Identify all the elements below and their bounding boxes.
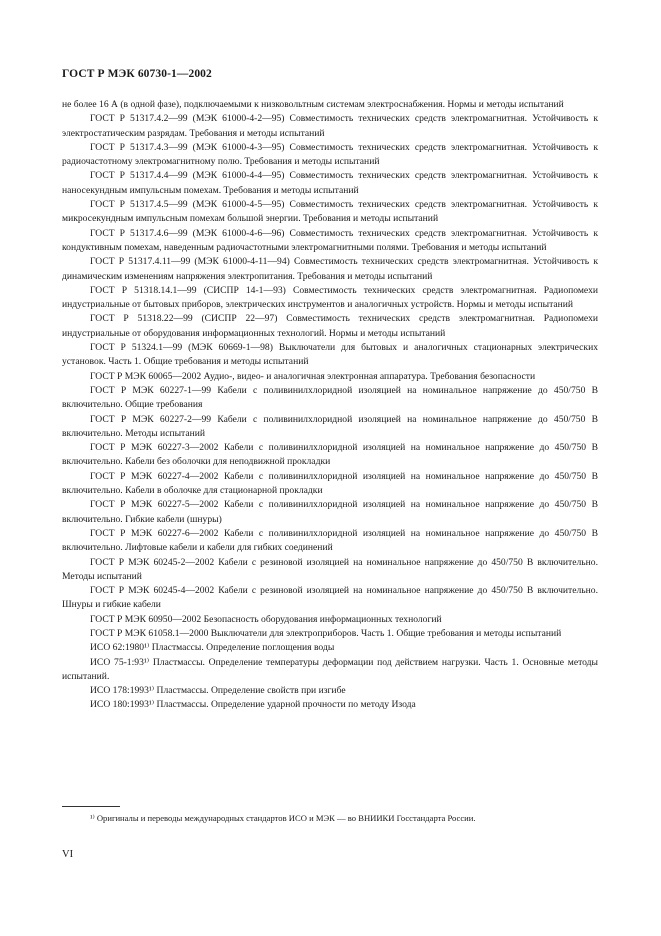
reference-paragraph: ИСО 75-1:93¹⁾ Пластмассы. Определение температуры деформации под действием нагрузки. Часть 1. Основные методы испытаний.: [62, 656, 598, 682]
reference-paragraph: ГОСТ Р МЭК 60227-6—2002 Кабели с поливинилхлоридной изоляцией на номинальное напряжение до 450/750 В включительно. Лифтовые кабели и кабели для гибких соединений: [62, 527, 598, 554]
document-header: ГОСТ Р МЭК 60730-1—2002: [62, 68, 212, 80]
reference-paragraph: ГОСТ Р МЭК 60227-1—99 Кабели с поливинилхлоридной изоляцией на номинальное напряжение до 450/750 В включительно. Общие требования: [62, 384, 598, 411]
reference-paragraph: ГОСТ Р 51317.4.6—99 (МЭК 61000-4-6—96) Совместимость технических средств электромагнитная. Устойчивость к кондуктивным помехам, наведенным радиочастотными электромагнитными полями. Требования и методы испытаний: [62, 227, 598, 253]
document-body: [62, 98, 598, 713]
reference-paragraph: ИСО 178:1993¹⁾ Пластмассы. Определение свойств при изгибе: [90, 685, 346, 697]
reference-paragraph: ГОСТ Р 51318.22—99 (СИСПР 22—97) Совместимость технических средств электромагнитная. Радиопомехи индустриальные от оборудования информационных технологий. Нормы и методы испытаний: [62, 313, 598, 339]
reference-paragraph: ГОСТ Р 51324.1—99 (МЭК 60669-1—98) Выключатели для бытовых и аналогичных стационарных электрических установок. Часть 1. Общие требования и методы испытаний: [62, 342, 598, 368]
reference-paragraph: ГОСТ Р МЭК 60227-2—99 Кабели с поливинилхлоридной изоляцией на номинальное напряжение до 450/750 В включительно. Методы испытаний: [62, 413, 598, 439]
reference-paragraph: ГОСТ Р МЭК 60227-5—2002 Кабели с поливинилхлоридной изоляцией на номинальное напряжение до 450/750 В включительно. Гибкие кабели (шнуры): [62, 499, 598, 525]
footnote-divider: [62, 806, 120, 807]
reference-paragraph: ГОСТ Р 51317.4.2—99 (МЭК 61000-4-2—95) Совместимость технических средств электромагнитная. Устойчивость к электростатическим разрядам. Требования и методы испытаний: [62, 113, 598, 139]
reference-paragraph: ИСО 62:1980¹⁾ Пластмассы. Определение поглощения воды: [90, 642, 335, 654]
reference-paragraph: ГОСТ Р МЭК 60950—2002 Безопасность оборудования информационных технологий: [90, 613, 442, 625]
reference-paragraph: ГОСТ Р 51318.14.1—99 (СИСПР 14-1—93) Совместимость технических средств электромагнитная. Радиопомехи индустриальные от бытовых приборов, электрических инструментов и аналогичных устройств. Нормы и методы испытаний: [62, 284, 598, 311]
reference-paragraph: ГОСТ Р 51317.4.5—99 (МЭК 61000-4-5—95) Совместимость технических средств электромагнитная. Устойчивость к микросекундным импульсным помехам большой энергии. Требования и методы испытаний: [62, 199, 598, 225]
reference-paragraph: ГОСТ Р МЭК 60227-3—2002 Кабели с поливинилхлоридной изоляцией на номинальное напряжение до 450/750 В включительно. Кабели без оболочки для неподвижной прокладки: [62, 442, 598, 468]
reference-paragraph: ГОСТ Р МЭК 61058.1—2000 Выключатели для электроприборов. Часть 1. Общие требования и методы испытаний: [90, 627, 562, 639]
reference-paragraph: ГОСТ Р 51317.4.4—99 (МЭК 61000-4-4—95) Совместимость технических средств электромагнитная. Устойчивость к наносекундным импульсным помехам. Требования и методы испытаний: [62, 170, 598, 196]
reference-paragraph: ГОСТ Р МЭК 60245-4—2002 Кабели с резиновой изоляцией на номинальное напряжение до 450/750 В включительно. Шнуры и гибкие кабели: [62, 585, 598, 611]
reference-paragraph: ГОСТ Р 51317.4.3—99 (МЭК 61000-4-3—95) Совместимость технических средств электромагнитная. Устойчивость к радиочастотному электромагнитному полю. Требования и методы испытаний: [62, 141, 598, 168]
page-number: VI: [62, 849, 74, 860]
reference-paragraph: не более 16 А (в одной фазе), подключаемыми к низковольтным системам электроснабжения. Нормы и методы испытаний: [62, 99, 564, 110]
reference-paragraph: ГОСТ Р МЭК 60227-4—2002 Кабели с поливинилхлоридной изоляцией на номинальное напряжение до 450/750 В включительно. Кабели в оболочке для стационарной прокладки: [62, 470, 598, 497]
footnote: ¹⁾ Оригиналы и переводы международных стандартов ИСО и МЭК — во ВНИИКИ Госстандарта России.: [90, 813, 476, 823]
reference-paragraph: ГОСТ Р 51317.4.11—99 (МЭК 61000-4-11—94) Совместимость технических средств электромагнитная. Устойчивость к динамическим изменениям напряжения электропитания. Требования и методы испытаний: [62, 256, 598, 282]
reference-paragraph: ГОСТ Р МЭК 60065—2002 Аудио-, видео- и аналогичная электронная аппаратура. Требования безопасности: [90, 370, 536, 382]
reference-paragraph: ГОСТ Р МЭК 60245-2—2002 Кабели с резиновой изоляцией на номинальное напряжение до 450/750 В включительно. Методы испытаний: [62, 556, 598, 582]
reference-paragraph: ИСО 180:1993¹⁾ Пластмассы. Определение ударной прочности по методу Изода: [90, 699, 416, 711]
